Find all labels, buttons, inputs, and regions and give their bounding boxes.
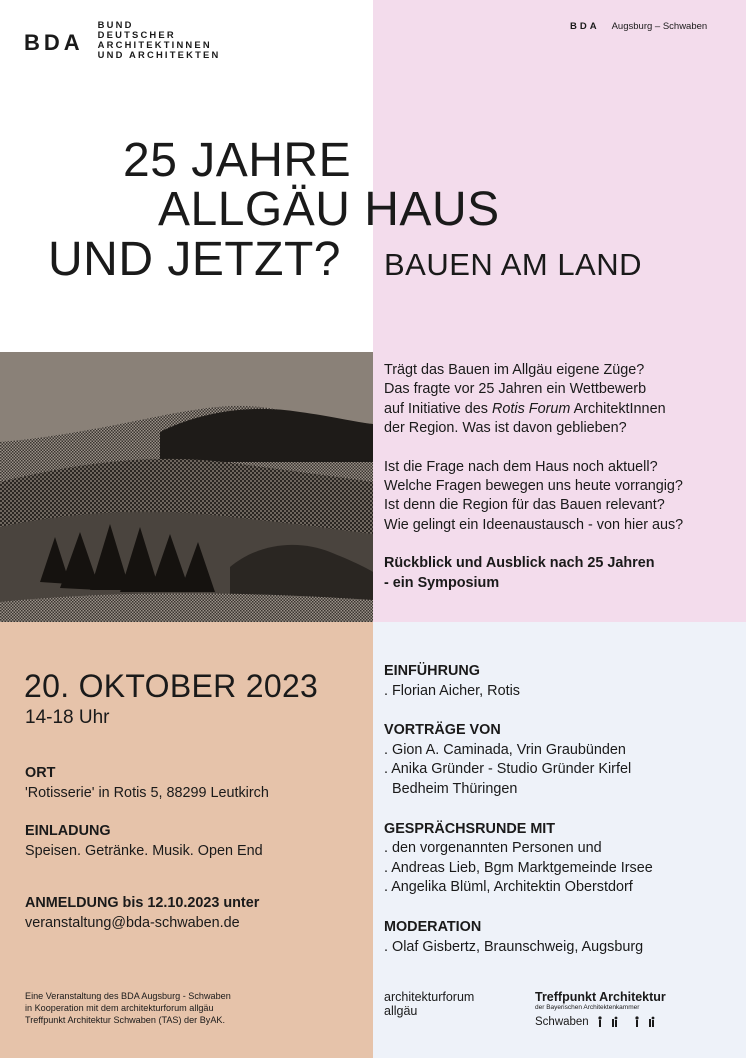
- registration-email[interactable]: veranstaltung@bda-schwaben.de: [25, 914, 240, 931]
- tas-region-row: [535, 1016, 666, 1028]
- program-item: . Gion A. Caminada, Vrin Graubünden: [384, 741, 626, 758]
- program-item: . Olaf Gisbertz, Braunschweig, Augsburg: [384, 938, 644, 955]
- program-section-moderation: [384, 918, 734, 957]
- tas-figures-icon: [597, 1016, 657, 1028]
- logo-line: BUND: [97, 19, 134, 30]
- organizer-note: [25, 990, 231, 1026]
- intro-line: Ist denn die Region für das Bauen relevant?: [384, 497, 665, 514]
- headline-line-1: 25 JAHRE: [123, 134, 352, 187]
- bda-logo: [24, 20, 220, 60]
- bda-logo-text: [98, 20, 221, 60]
- event-time: 14-18 Uhr: [25, 707, 110, 728]
- intro-text-fragment: ArchitektInnen: [570, 400, 666, 417]
- organizer-line: Treffpunkt Architektur Schwaben (TAS) der ByAK.: [25, 1015, 225, 1025]
- organizer-line: Eine Veranstaltung des BDA Augsburg - Schwaben: [25, 991, 231, 1001]
- rotis-forum-mention: Rotis Forum: [492, 400, 571, 417]
- intro-line: Wie gelingt ein Ideenaustausch - von hier aus?: [384, 516, 684, 533]
- intro-line: Welche Fragen bewegen uns heute vorrangig?: [384, 478, 683, 495]
- program-list: [384, 662, 734, 977]
- venue-block: [25, 764, 269, 803]
- intro-text: [384, 361, 734, 593]
- registration-label: ANMELDUNG bis 12.10.2023 unter: [25, 895, 260, 911]
- section-heading: VORTRÄGE VON: [384, 722, 501, 739]
- landscape-photo: [0, 352, 373, 622]
- program-item: . Florian Aicher, Rotis: [384, 682, 520, 699]
- intro-text-fragment: auf Initiative des: [384, 400, 492, 417]
- headline-subtitle: BAUEN AM LAND: [384, 247, 643, 282]
- headline-line-2: ALLGÄU HAUS: [158, 183, 500, 236]
- region-tag-name: Augsburg – Schwaben: [611, 21, 708, 32]
- program-item: . Andreas Lieb, Bgm Marktgemeinde Irsee: [384, 859, 653, 876]
- intro-line: der Region. Was ist davon geblieben?: [384, 420, 627, 437]
- logo-line: DEUTSCHER: [97, 29, 176, 40]
- invitation-text: Speisen. Getränke. Musik. Open End: [25, 842, 263, 859]
- architekturforum-logo: [384, 990, 474, 1018]
- program-item: . Anika Gründer - Studio Gründer Kirfel: [384, 761, 632, 778]
- treffpunkt-architektur-logo: [535, 990, 666, 1028]
- bda-logo-mark: BDA: [24, 30, 84, 55]
- venue-address: 'Rotisserie' in Rotis 5, 88299 Leutkirch: [25, 784, 269, 801]
- section-heading: GESPRÄCHSRUNDE MIT: [384, 820, 556, 837]
- organizer-line: in Kooperation mit dem architekturforum allgäu: [25, 1003, 214, 1013]
- program-item-continuation: Bedheim Thüringen: [392, 780, 518, 797]
- invitation-block: [25, 822, 263, 861]
- intro-highlight: - ein Symposium: [384, 574, 500, 591]
- program-section-introduction: [384, 662, 734, 701]
- tas-title: Treffpunkt Architektur: [535, 990, 666, 1004]
- section-heading: EINFÜHRUNG: [384, 663, 480, 679]
- tas-region: Schwaben: [535, 1016, 589, 1028]
- region-tag-mark: BDA: [570, 21, 600, 32]
- headline-line-3: UND JETZT?: [48, 233, 341, 286]
- invitation-label: EINLADUNG: [25, 823, 111, 839]
- program-section-talks: [384, 721, 734, 799]
- registration-block: [25, 894, 259, 933]
- intro-highlight: Rückblick und Ausblick nach 25 Jahren: [384, 555, 655, 572]
- program-section-panel: [384, 820, 734, 898]
- program-item: . den vorgenannten Personen und: [384, 840, 602, 857]
- tas-subtitle: der Bayerischen Architektenkammer: [535, 1004, 640, 1011]
- intro-line: Das fragte vor 25 Jahren ein Wettbewerb: [384, 381, 647, 398]
- event-date: 20. OKTOBER 2023: [24, 668, 319, 704]
- logo-line: ARCHITEKTINNEN: [97, 39, 212, 50]
- venue-label: ORT: [25, 765, 56, 781]
- section-heading: MODERATION: [384, 918, 482, 935]
- af-line: architekturforum: [384, 990, 475, 1004]
- logo-line: UND ARCHITEKTEN: [97, 49, 221, 60]
- program-item: . Angelika Blüml, Architektin Oberstdorf: [384, 879, 633, 896]
- af-line: allgäu: [384, 1004, 418, 1018]
- intro-line: [384, 400, 734, 419]
- intro-line: Ist die Frage nach dem Haus noch aktuell?: [384, 458, 658, 475]
- region-tag: [570, 21, 707, 32]
- intro-line: Trägt das Bauen im Allgäu eigene Züge?: [384, 362, 645, 378]
